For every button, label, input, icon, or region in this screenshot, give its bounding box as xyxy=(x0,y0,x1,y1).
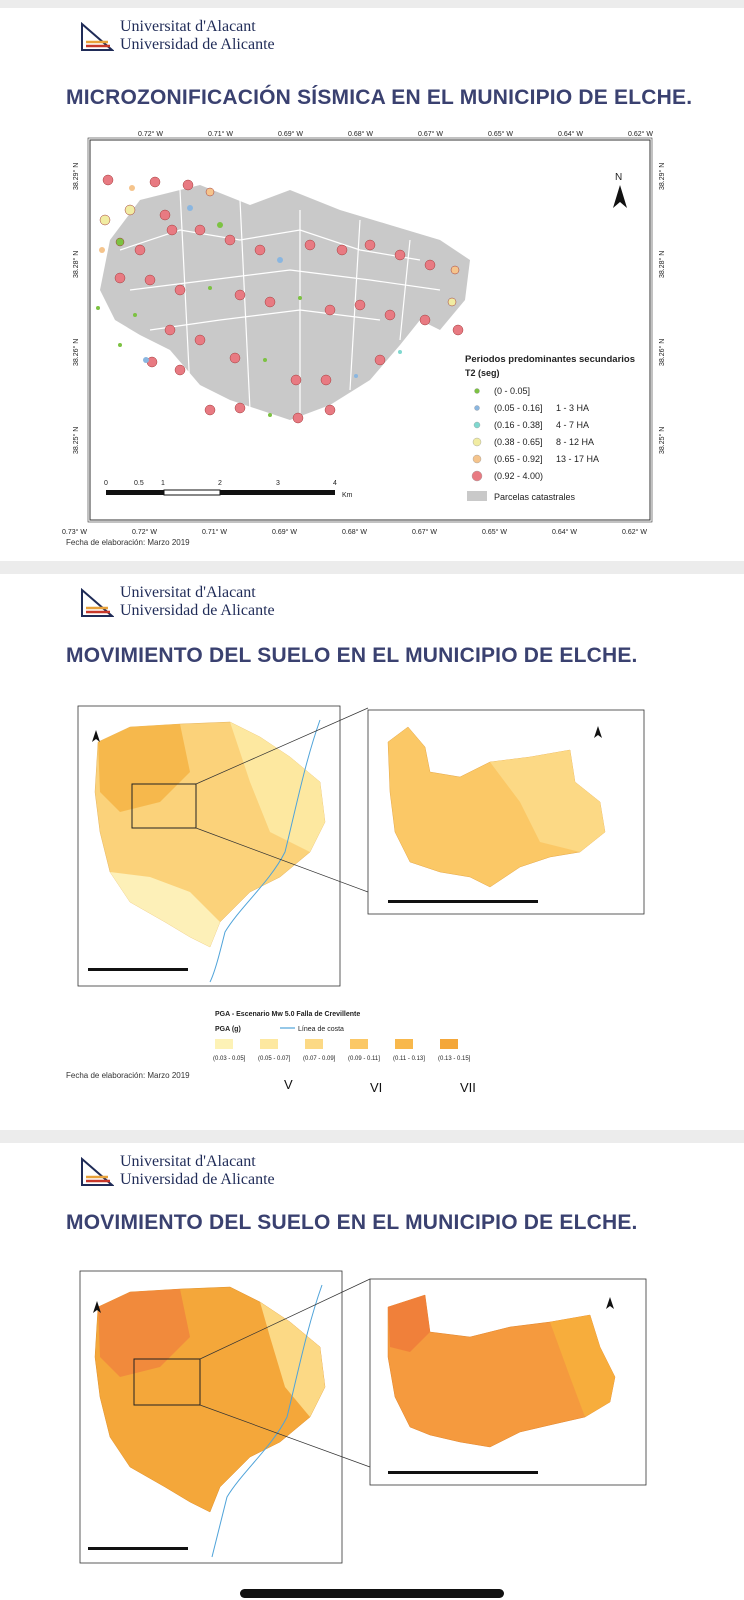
university-logo xyxy=(80,18,300,58)
sample-point xyxy=(143,357,149,363)
sample-point xyxy=(118,343,122,347)
sample-point xyxy=(145,275,155,285)
legend-ha: 8 - 12 HA xyxy=(556,437,595,447)
left-tick-label: 38.26° N xyxy=(73,338,80,366)
sample-point xyxy=(265,297,275,307)
legend-range: (0.92 - 4.00) xyxy=(494,471,544,481)
sample-point xyxy=(365,240,375,250)
top-tick-label: 0.69° W xyxy=(278,131,303,138)
top-tick-label: 0.62° W xyxy=(628,131,653,138)
legend-swatch xyxy=(472,471,482,481)
page-title: MOVIMIENTO DEL SUELO EN EL MUNICIPIO DE ELCHE. xyxy=(66,1211,638,1234)
legend-title: PGA - Escenario Mw 5.0 Falla de Crevillente xyxy=(215,1011,361,1018)
sample-point xyxy=(291,375,301,385)
pga-class-range: (0.13 - 0.15] xyxy=(438,1056,471,1062)
top-tick-label: 0.68° W xyxy=(348,131,373,138)
pga-class-range: (0.03 - 0.05] xyxy=(213,1056,246,1062)
legend-range: (0.65 - 0.92] xyxy=(494,454,543,464)
top-tick-label: 0.71° W xyxy=(208,131,233,138)
sample-point xyxy=(375,355,385,365)
intensity-vi: VI xyxy=(370,1080,383,1095)
bottom-tick-label: 0.69° W xyxy=(272,529,297,536)
sample-point xyxy=(235,290,245,300)
sample-point xyxy=(167,225,177,235)
right-tick-label: 38.28° N xyxy=(659,250,666,278)
right-tick-label: 38.26° N xyxy=(659,338,666,366)
legend-range: (0.05 - 0.16] xyxy=(494,403,543,413)
sample-point xyxy=(453,325,463,335)
legend-swatch xyxy=(475,406,480,411)
scale-bar-segment xyxy=(164,490,220,495)
university-name-spanish: Universidad de Alicante xyxy=(120,36,275,53)
sample-point xyxy=(354,374,358,378)
sample-point xyxy=(355,300,365,310)
sample-point xyxy=(165,325,175,335)
sample-point xyxy=(187,205,193,211)
sample-point xyxy=(398,350,402,354)
sample-point xyxy=(96,306,100,310)
scale-bar-segment xyxy=(220,490,335,495)
bottom-tick-label: 0.73° W xyxy=(62,529,87,536)
sample-point xyxy=(293,413,303,423)
pga-class-range: (0.05 - 0.07] xyxy=(258,1056,291,1062)
sample-point xyxy=(277,257,283,263)
legend-range: (0.38 - 0.65] xyxy=(494,437,543,447)
sample-point xyxy=(115,273,125,283)
bottom-tick-label: 0.68° W xyxy=(342,529,367,536)
sample-point xyxy=(195,335,205,345)
scale-label: 4 xyxy=(333,480,337,487)
legend-range: (0.16 - 0.38] xyxy=(494,420,543,430)
left-tick-label: 38.29° N xyxy=(73,162,80,190)
legend-swatch xyxy=(474,422,480,428)
slide-microzonificacion xyxy=(0,8,744,561)
pga-unit-label: PGA (g) xyxy=(215,1026,241,1033)
sample-point xyxy=(195,225,205,235)
legend-ha: 4 - 7 HA xyxy=(556,420,590,430)
university-logo xyxy=(80,584,300,624)
sample-point xyxy=(230,353,240,363)
scale-bar-segment xyxy=(106,490,164,495)
scale-label: 0 xyxy=(104,480,108,487)
sample-point xyxy=(298,296,302,300)
scale-label: 1 xyxy=(161,480,165,487)
left-tick-label: 38.25° N xyxy=(73,426,80,454)
legend-swatch xyxy=(475,389,480,394)
sample-point xyxy=(103,175,113,185)
slide-movimiento-suelo-1 xyxy=(0,574,744,1130)
pga-map-main xyxy=(70,702,660,1002)
page-title: MICROZONIFICACIÓN SÍSMICA EN EL MUNICIPIO DE ELCHE. xyxy=(66,86,693,109)
right-tick-label: 38.29° N xyxy=(659,162,666,190)
sample-point xyxy=(116,238,124,246)
bottom-tick-label: 0.62° W xyxy=(622,529,647,536)
legend-subtitle: T2 (seg) xyxy=(465,368,500,378)
pga-class-range: (0.09 - 0.11] xyxy=(348,1056,380,1062)
parcelas-label: Parcelas catastrales xyxy=(494,492,576,502)
pga-class-swatch xyxy=(350,1039,368,1049)
sample-point xyxy=(99,247,105,253)
bottom-tick-label: 0.71° W xyxy=(202,529,227,536)
sample-point xyxy=(175,365,185,375)
university-logo xyxy=(80,1153,300,1193)
pga-class-swatch xyxy=(305,1039,323,1049)
sample-point xyxy=(448,298,456,306)
university-name-valencian: Universitat d'Alacant xyxy=(120,1153,256,1170)
sample-point xyxy=(225,235,235,245)
pga-class-range: (0.11 - 0.13] xyxy=(393,1056,425,1062)
legend-title: Periodos predominantes secundarios xyxy=(465,354,635,365)
home-indicator[interactable] xyxy=(240,1589,504,1598)
sample-point xyxy=(160,210,170,220)
top-tick-label: 0.67° W xyxy=(418,131,443,138)
scale-label: 3 xyxy=(276,480,280,487)
university-name-spanish: Universidad de Alicante xyxy=(120,602,275,619)
intensity-v: V xyxy=(284,1077,293,1092)
sample-point xyxy=(395,250,405,260)
sample-point xyxy=(268,413,272,417)
sample-point xyxy=(208,286,212,290)
top-tick-label: 0.64° W xyxy=(558,131,583,138)
seismic-microzonation-map xyxy=(60,130,680,540)
scale-label: 2 xyxy=(218,480,222,487)
sample-point xyxy=(150,177,160,187)
top-tick-label: 0.65° W xyxy=(488,131,513,138)
slide-movimiento-suelo-2 xyxy=(0,1143,744,1600)
elaboration-date: Fecha de elaboración: Marzo 2019 xyxy=(66,538,190,547)
right-tick-label: 38.25° N xyxy=(659,426,666,454)
bottom-tick-label: 0.64° W xyxy=(552,529,577,536)
sample-point xyxy=(325,405,335,415)
north-label: N xyxy=(615,172,623,183)
sample-point xyxy=(321,375,331,385)
university-name-spanish: Universidad de Alicante xyxy=(120,1171,275,1188)
sample-point xyxy=(217,222,223,228)
intensity-vii: VII xyxy=(460,1080,476,1095)
sample-point xyxy=(263,358,267,362)
legend-swatch xyxy=(473,438,481,446)
sample-point xyxy=(183,180,193,190)
sample-point xyxy=(451,266,459,274)
university-logo-icon xyxy=(80,1157,114,1187)
bottom-tick-label: 0.72° W xyxy=(132,529,157,536)
university-logo-icon xyxy=(80,22,114,52)
sample-point xyxy=(325,305,335,315)
sample-point xyxy=(125,205,135,215)
sample-point xyxy=(175,285,185,295)
bottom-tick-label: 0.65° W xyxy=(482,529,507,536)
legend-ha: 1 - 3 HA xyxy=(556,403,590,413)
parcelas-swatch xyxy=(467,491,487,501)
sample-point xyxy=(133,313,137,317)
elaboration-date: Fecha de elaboración: Marzo 2019 xyxy=(66,1071,190,1080)
scale-unit: Km xyxy=(342,492,353,499)
sample-point xyxy=(255,245,265,255)
bottom-tick-label: 0.67° W xyxy=(412,529,437,536)
sample-point xyxy=(129,185,135,191)
university-name-valencian: Universitat d'Alacant xyxy=(120,584,256,601)
pga-map-main-2 xyxy=(70,1267,660,1567)
university-name-valencian: Universitat d'Alacant xyxy=(120,18,256,35)
pga-class-swatch xyxy=(215,1039,233,1049)
sample-point xyxy=(235,403,245,413)
pga-class-swatch xyxy=(260,1039,278,1049)
pga-class-swatch xyxy=(440,1039,458,1049)
sample-point xyxy=(337,245,347,255)
pga-class-swatch xyxy=(395,1039,413,1049)
coastline-label: Línea de costa xyxy=(298,1026,344,1033)
sample-point xyxy=(206,188,214,196)
sample-point xyxy=(205,405,215,415)
pga-class-range: (0.07 - 0.09] xyxy=(303,1056,336,1062)
page-title: MOVIMIENTO DEL SUELO EN EL MUNICIPIO DE ELCHE. xyxy=(66,644,638,667)
sample-point xyxy=(425,260,435,270)
legend-swatch xyxy=(473,455,481,463)
sample-point xyxy=(100,215,110,225)
sample-point xyxy=(420,315,430,325)
sample-point xyxy=(305,240,315,250)
sample-point xyxy=(385,310,395,320)
university-logo-icon xyxy=(80,588,114,618)
pga-legend xyxy=(200,1006,500,1066)
legend-range: (0 - 0.05] xyxy=(494,386,531,396)
legend-ha: 13 - 17 HA xyxy=(556,454,600,464)
sample-point xyxy=(135,245,145,255)
top-tick-label: 0.72° W xyxy=(138,131,163,138)
scale-label: 0.5 xyxy=(134,480,144,487)
left-tick-label: 38.28° N xyxy=(73,250,80,278)
